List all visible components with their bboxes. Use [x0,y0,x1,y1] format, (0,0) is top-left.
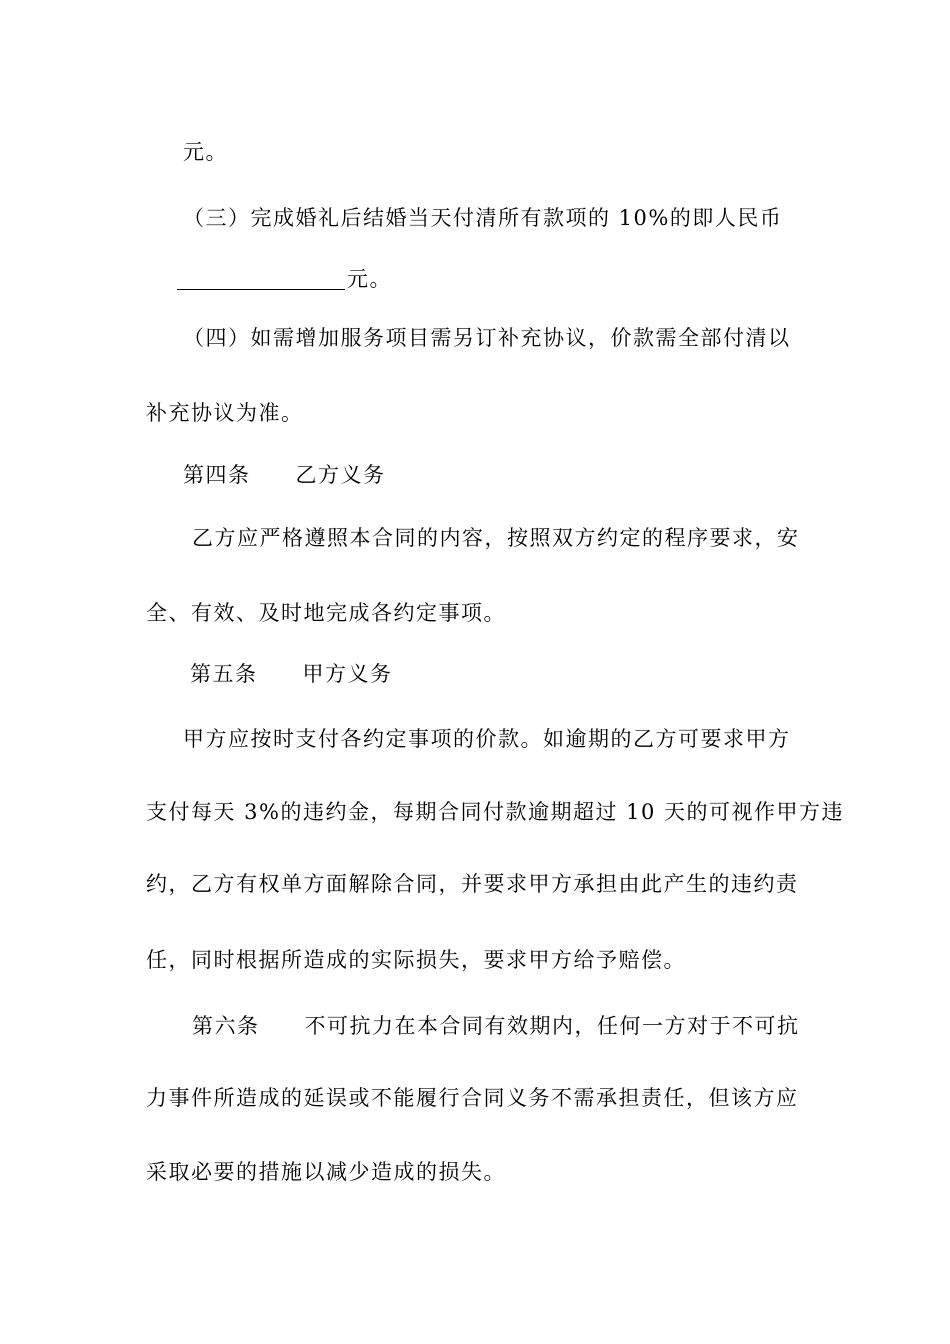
text-line [0,396,950,430]
text-line [0,521,950,555]
text-line [0,867,950,901]
text-line [0,201,950,235]
text-line [0,1155,950,1189]
text-line [0,795,950,829]
section-heading [0,657,950,691]
line-text: 任，同时根据所造成的实际损失，要求甲方给予赔偿。 [146,948,686,972]
text-line [0,321,950,355]
text-line [0,262,950,296]
line-text: 乙方应严格遵照本合同的内容，按照双方约定的程序要求，安 [192,526,800,550]
line-text: 元。 [183,140,228,164]
line-text: （三）完成婚礼后结婚当天付清所有款项的 10%的即人民币 [183,206,783,230]
line-text: 甲方应按时支付各约定事项的价款。如逾期的乙方可要求甲方 [183,727,791,751]
line-text: 补充协议为准。 [146,401,304,425]
text-line [0,596,950,630]
line-text: 第六条 不可抗力在本合同有效期内，任何一方对于不可抗 [192,1014,800,1038]
line-text: 采取必要的措施以减少造成的损失。 [146,1160,506,1184]
line-text: 力事件所造成的延误或不能履行合同义务不需承担责任，但该方应 [146,1086,799,1110]
text-line [0,1081,950,1115]
line-text: （四）如需增加服务项目需另订补充协议，价款需全部付清以 [183,326,791,350]
section-heading [0,458,950,492]
line-text: 支付每天 3%的违约金，每期合同付款逾期超过 10 天的可视作甲方违 [146,800,845,824]
line-text: 全、有效、及时地完成各约定事项。 [146,601,506,625]
line-text: 约，乙方有权单方面解除合同，并要求甲方承担由此产生的违约责 [146,872,799,896]
text-line [0,135,950,169]
line-text: 元。 [347,267,392,291]
line-text: 第五条 甲方义务 [190,662,393,686]
text-line [0,722,950,756]
fill-in-blank [177,267,345,290]
section-heading [0,1009,950,1043]
text-line [0,943,950,977]
line-text: 第四条 乙方义务 [183,463,386,487]
